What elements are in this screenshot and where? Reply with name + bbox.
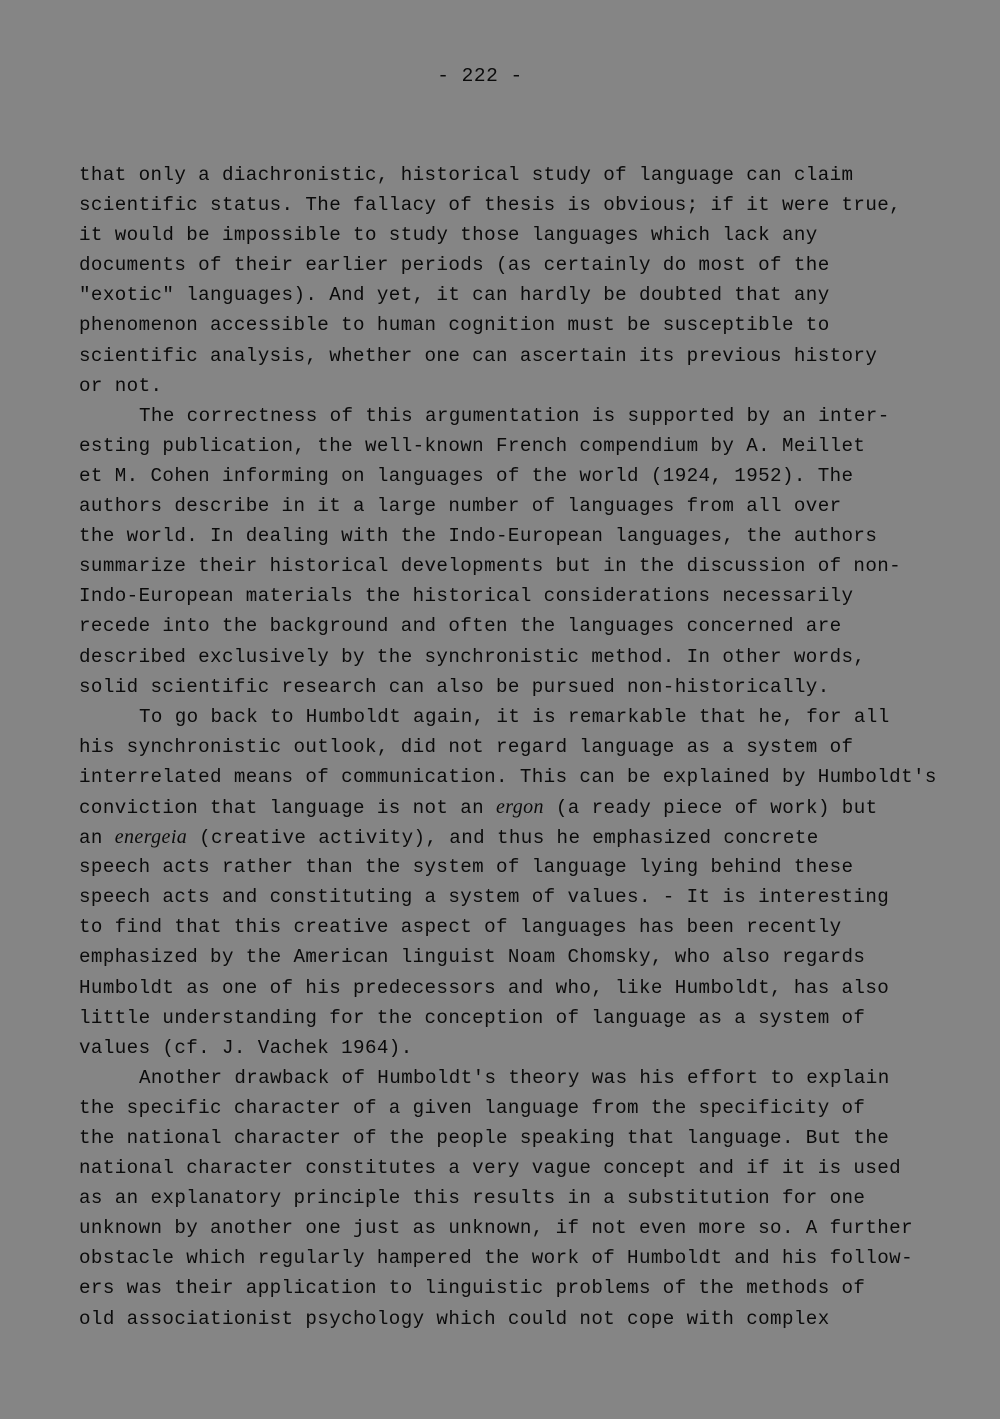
text-line xyxy=(79,822,979,852)
text-segment: (a ready piece of work) but xyxy=(543,796,878,819)
body-text xyxy=(79,160,979,1334)
text-line: solid scientific research can also be pursued non-historically. xyxy=(79,675,830,698)
text-line: interrelated means of communication. This can be explained by Humboldt's xyxy=(79,765,937,788)
text-line: values (cf. J. Vachek 1964). xyxy=(79,1036,413,1059)
italic-term: energeia xyxy=(114,826,188,849)
text-line: scientific status. The fallacy of thesis is obvious; if it were true, xyxy=(79,194,902,217)
text-line: the world. In dealing with the Indo-European languages, the authors xyxy=(79,525,878,548)
text-line: old associationist psychology which could not cope with complex xyxy=(79,1307,830,1330)
text-line: Indo-European materials the historical considerations necessarily xyxy=(79,585,854,608)
text-line: "exotic" languages). And yet, it can hardly be doubted that any xyxy=(79,284,830,307)
text-line: Humboldt as one of his predecessors and who, like Humboldt, has also xyxy=(79,976,890,999)
text-line: et M. Cohen informing on languages of the world (1924, 1952). The xyxy=(79,464,854,487)
text-line: little understanding for the conception of language as a system of xyxy=(79,1006,866,1029)
text-line: authors describe in it a large number of languages from all over xyxy=(79,495,842,518)
text-line: national character constitutes a very vague concept and if it is used xyxy=(79,1157,902,1180)
text-line: speech acts rather than the system of language lying behind these xyxy=(79,856,854,879)
text-line: described exclusively by the synchronistic method. In other words, xyxy=(79,645,866,668)
text-line: ers was their application to linguistic problems of the methods of xyxy=(79,1277,866,1300)
text-line: as an explanatory principle this results in a substitution for one xyxy=(79,1187,866,1210)
text-line: scientific analysis, whether one can ascertain its previous history xyxy=(79,344,878,367)
text-line: or not. xyxy=(79,374,163,397)
text-line: his synchronistic outlook, did not regard language as a system of xyxy=(79,735,854,758)
text-line: phenomenon accessible to human cognition must be susceptible to xyxy=(79,314,830,337)
text-line: that only a diachronistic, historical study of language can claim xyxy=(79,164,854,186)
text-line: summarize their historical developments but in the discussion of non- xyxy=(79,555,902,578)
text-line: speech acts and constituting a system of values. - It is interesting xyxy=(79,886,890,909)
text-line: recede into the background and often the languages concerned are xyxy=(79,615,842,638)
text-line: it would be impossible to study those languages which lack any xyxy=(79,224,818,247)
text-line: The correctness of this argumentation is supported by an inter- xyxy=(139,404,890,427)
text-line: obstacle which regularly hampered the work of Humboldt and his follow- xyxy=(79,1247,914,1270)
text-line: unknown by another one just as unknown, if not even more so. A further xyxy=(79,1217,914,1240)
text-line: esting publication, the well-known French compendium by A. Meillet xyxy=(79,434,866,457)
text-line: Another drawback of Humboldt's theory was his effort to explain xyxy=(139,1066,890,1089)
text-line: the specific character of a given language from the specificity of xyxy=(79,1096,866,1119)
text-segment: an xyxy=(79,827,115,850)
italic-term: ergon xyxy=(496,795,544,818)
text-line xyxy=(79,792,979,822)
page-number: - 222 - xyxy=(437,65,523,87)
text-line: to find that this creative aspect of languages has been recently xyxy=(79,916,842,939)
text-segment: conviction that language is not an xyxy=(79,796,497,819)
text-line: To go back to Humboldt again, it is remarkable that he, for all xyxy=(139,705,890,728)
text-line: emphasized by the American linguist Noam Chomsky, who also regards xyxy=(79,946,866,969)
text-line: documents of their earlier periods (as certainly do most of the xyxy=(79,254,830,277)
text-line: the national character of the people speaking that language. But the xyxy=(79,1127,890,1149)
text-segment: (creative activity), and thus he emphasized concrete xyxy=(187,827,819,850)
